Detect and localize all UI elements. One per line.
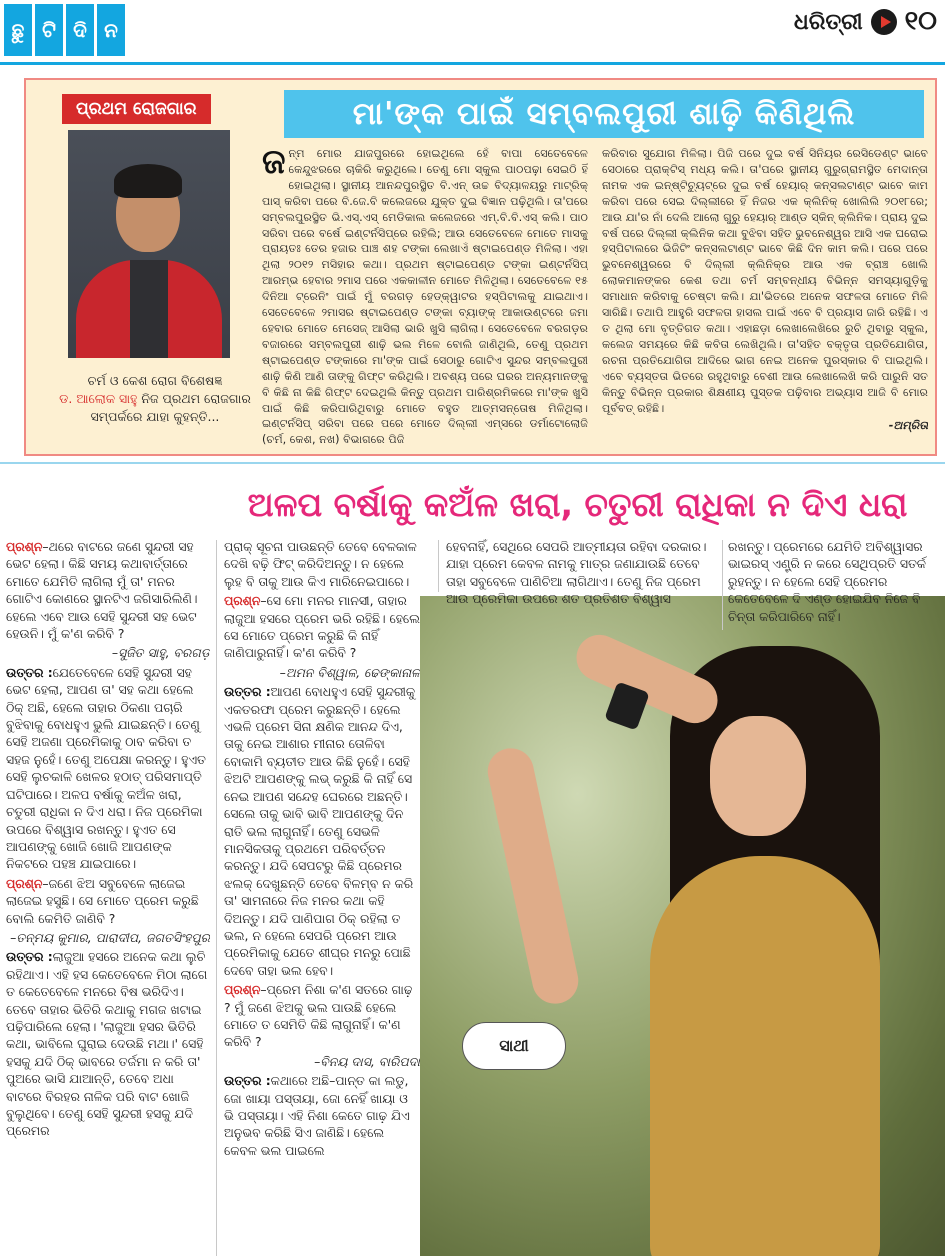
qa-text: –ଜଣେ ଝିଅ ସବୁବେଳେ ଲାଜେଇ ଲାଜେଇ ହସୁଛି। ସେ ମୋତେ ପ୍ରେମ କରୁଛି ବୋଲି କେମିତି ଜାଣିବି ? bbox=[6, 875, 199, 926]
qa-text: ଲାଜୁଆ ହସରେ ଅନେକ କଥା ଲୁଚି ରହିଥାଏ। ଏହି ହସ କେତେବେଳେ ମିଠା ଲାଗେ ତ କେତେବେଳେ ମନରେ ବିଷ ଭରିଦିଏ। ତେବେ ତାହାର ଭିତିରି କଥାକୁ ମଗଜ ଖଟାଇ ପଢ଼ିପାରିଲେ ହେଲା। 'ଲାଜୁଆ ହସର ଭିତିରି କଥା, ଭାବିଲେ ଘୁରାଇ ଦେଉଛି ମଥା।' ସେହି ହସକୁ ଯଦି ଠିକ୍ ଭାବରେ ତର୍ଜମା ନ କରି ତା' ପୁଅରେ ଭାସି ଯାଆନ୍ତି, ତେବେ ଅଧା ବାଟରେ ବିରହର ନାଳିକ ପରି ବାଟ ଖୋଜି ବୁଲୁଥିବେ। ତେଣୁ ସେହି ସୁନ୍ଦରୀ ହସକୁ ଯଦି ପ୍ରେମର bbox=[6, 949, 208, 1139]
photo-arm bbox=[569, 627, 725, 730]
answer-label: ଉତ୍ତର : bbox=[224, 684, 271, 700]
qa-paragraph: ହେବନାହିଁ, ସେଥିରେ ସେପରି ଆତ୍ମୀୟତା ରହିବା ଦରକାର। ଯାହା ପ୍ରେମ କେବଳ ନାମକୁ ମାତ୍ର ଜଣାଯାଉଛି ତେବେ ତାହା ସବୁବେଳେ ପାଣିଚିଆ ଲାଗିଥାଏ। ତେଣୁ ନିଜ ପ୍ରେମ ଆଉ ପ୍ରେମିକା ଉପରେ ଶତ ପ୍ରତିଶତ ବିଶ୍ୱାସ bbox=[446, 539, 707, 607]
qa-text: କଥାରେ ଅଛି–ପାନ୍ତ କା ଲଡୁ, ଜୋ ଖାୟା ପସ୍ତାୟା, ଜୋ ନେହିଁ ଖାୟା ଓ ଭି ପସ୍ତାୟା। ଏହି ନିଶା କେତେ ଗାଢ଼ ଯିଏ ଅନୁଭବ କରିଛି ସିଏ ଜାଣିଛି। ହେଲେ କେବଳ ଭଲ ପାଇଲେ bbox=[224, 1073, 410, 1158]
photo-label: ସାଥୀ bbox=[462, 1022, 566, 1070]
feature-tag: ପ୍ରଥମ ରୋଜଗାର bbox=[62, 94, 211, 124]
doctor-portrait bbox=[68, 130, 230, 358]
question bbox=[6, 875, 210, 927]
feature-column-2 bbox=[602, 146, 928, 454]
section-letter-2: ଟି bbox=[35, 4, 63, 56]
page-number: ୧୦ bbox=[904, 6, 937, 36]
question bbox=[6, 538, 210, 642]
answer bbox=[6, 948, 210, 1139]
masthead bbox=[0, 0, 945, 62]
question-label: ପ୍ରଶ୍ନ bbox=[6, 875, 43, 891]
qa-text: –ଅମନ ବିଶ୍ୱାଳ, ଢେଙ୍କାନାଳ bbox=[279, 664, 420, 680]
photo-forearm bbox=[483, 744, 582, 1008]
portrait-hair bbox=[114, 164, 182, 198]
qa-paragraph: ରଖନ୍ତୁ। ପ୍ରେମରେ ଯେମିତି ଅବିଶ୍ୱାସର ଭାଇରସ୍ ଏଣ୍ଟ୍ରି ନ କରେ ସେଥିପ୍ରତି ସତର୍କ ରୁହନ୍ତୁ। ନ ହେଲେ ସେହି ପ୍ରେମର କେତେବେଳେ ଦି ଏଣ୍ଡ ହୋଇଯିବ ନିଜେ ବି ଚିନ୍ତା କରିପାରିବେ ନାହିଁ। bbox=[728, 539, 926, 624]
reader-signature bbox=[6, 644, 210, 661]
portrait-caption bbox=[42, 372, 268, 426]
answer bbox=[6, 664, 210, 873]
brand-logo: ଧରିତ୍ରୀ bbox=[793, 8, 863, 35]
qa-text: ଆପଣ ବୋଧହୁଏ ସେହି ସୁନ୍ଦରୀକୁ ଏକତରଫା ପ୍ରେମ କରୁଛନ୍ତି। ହେଲେ ଏଭଳି ପ୍ରେମ ସିନା କ୍ଷଣିକ ଆନନ୍ଦ ଦିଏ, ତାକୁ ନେଇ ଆଶାର ମୀନାର ତୋଳିବା ବୋକାମି ବ୍ୟତୀତ ଆଉ କିଛି ନୁହେଁ। ସେହି ଝିଅଟି ଆପଣଙ୍କୁ ଲଭ୍ କରୁଛି କି ନାହିଁ ସେ ନେଇ ଆପଣ ସନ୍ଦେହ ଘେରରେ ଅଛନ୍ତି। ସେଲେ ତାକୁ ଭାବି ଭାବି ଆପଣଙ୍କୁ ଦିନ ରାତି ଭଲ ଲାଗୁନାହିଁ। ତେଣୁ ସେଭଳି ମାନସିକତାକୁ ପ୍ରଥମେ ପରିବର୍ତ୍ତନ କରନ୍ତୁ। ଯଦି ସେପଟରୁ କିଛି ପ୍ରେମର ଝଲକ୍ ଦେଖୁଛନ୍ତି ତେବେ ବିଳମ୍ବ ନ କରି ତା' ସାମନାରେ ନିଜ ମନର କଥା କହି ଦିଅନ୍ତୁ। ଯଦି ପାଣିପାଗ ଠିକ୍ ରହିଲା ତ ଭଲ, ନ ହେଲେ ସେପରି ପ୍ରେମ ଆଉ ପ୍ରେମିକାକୁ ଯେତେ ଶୀଘ୍ର ମନରୁ ପୋଛି ଦେବେ ତାହା ଭଲ ହେବ। bbox=[224, 684, 416, 978]
reader-signature bbox=[6, 929, 210, 946]
question-label: ପ୍ରଶ୍ନ bbox=[224, 982, 261, 998]
photo-dress bbox=[650, 856, 880, 1256]
column-rule-3 bbox=[722, 540, 723, 630]
qa-text: –ପ୍ରେମ ନିଶା କ'ଣ ସତରେ ଗାଢ଼ ? ମୁଁ ଜଣେ ଝିଅକୁ ଭଲ ପାଉଛି ହେଲେ ମୋତେ ତ ସେମିତି କିଛି ଲାଗୁନାହିଁ। କ'ଣ କରିବି ? bbox=[224, 982, 413, 1050]
reader-signature bbox=[224, 1053, 420, 1070]
qa-text: –ସେ ମୋ ମନର ମାନସୀ, ତାହାର ଲାଜୁଆ ହସରେ ପ୍ରେମ ଭରି ରହିଛି। ହେଲେ ସେ ମୋତେ ପ୍ରେମ କରୁଛି କି ନାହିଁ ଜାଣିପାରୁନାହିଁ। କ'ଣ କରିବି ? bbox=[224, 593, 420, 661]
answer bbox=[224, 1072, 420, 1159]
column-rule-2 bbox=[438, 540, 439, 592]
qa-text: ଯେତେବେଳେ ସେହି ସୁନ୍ଦରୀ ସହ ଭେଟ ହେଲା, ଆପଣ ତା' ସହ କଥା ହେଲେ ଠିକ୍ ଅଛି, ହେଲେ ତାହାର ଠିକଣା ପଚାରି ବୁଝିବାକୁ ବୋଧହୁଏ ଭୁଲି ଯାଇଛନ୍ତି। ତେଣୁ ସେହି ଅଜଣା ପ୍ରେମିକାକୁ ଠାବ କରିବା ତ ସହଜ ନୁହେଁ। ତେଣୁ ଅପେକ୍ଷା କରନ୍ତୁ। ହୁଏତ ସେହି ଲୁଚକାଳି ଖେଳର ହଠାତ୍ ପରିସମାପ୍ତି ଘଟିପାରେ। ଅଳପ ବର୍ଷାକୁ କଅଁଳ ଖରା, ଚତୁରୀ ରାଧିକା ନ ଦିଏ ଧରା। ନିଜ ପ୍ରେମିକା ଉପରେ ବିଶ୍ୱାସ ରଖନ୍ତୁ। ହୁଏତ ସେ ଆପଣଙ୍କୁ ଖୋଜି ଖୋଜି ଆପଣଙ୍କ ନିକଟରେ ପହଞ୍ଚ ଯାଇପାରେ। bbox=[6, 664, 206, 872]
brand bbox=[794, 6, 937, 37]
model-photo bbox=[420, 596, 945, 1256]
column-rule-1 bbox=[216, 540, 217, 1256]
caption-rest: ନିଜ ପ୍ରଥମ ରୋଜଗାର ସମ୍ପର୍କରେ ଯାହା କୁହନ୍ତି... bbox=[90, 391, 251, 424]
answer-label: ଉତ୍ତର : bbox=[6, 664, 53, 680]
section-title bbox=[4, 4, 125, 56]
answer-label: ଉତ୍ତର : bbox=[224, 1073, 271, 1089]
caption-name: ଡ. ଆଲୋକ ସାହୁ bbox=[59, 391, 138, 406]
section-letter-1: ଛୁ bbox=[4, 4, 32, 56]
first-earning-feature bbox=[24, 78, 937, 456]
section-letter-4: ନ bbox=[97, 4, 125, 56]
qa-column-4 bbox=[728, 538, 938, 630]
qa-text: –ବିନୟ ଦାସ, ବାରିପଦା bbox=[314, 1053, 420, 1069]
answer bbox=[224, 683, 420, 979]
play-icon bbox=[871, 9, 897, 35]
qa-column-1 bbox=[6, 538, 210, 1256]
question-label: ପ୍ରଶ୍ନ bbox=[6, 539, 43, 554]
question bbox=[224, 592, 420, 662]
feature-headline: ମା'ଙ୍କ ପାଇଁ ସମ୍ବଲପୁରୀ ଶାଢ଼ି କିଣିଥିଲି bbox=[284, 90, 924, 138]
question bbox=[224, 981, 420, 1051]
qa-column-2 bbox=[224, 538, 420, 1256]
qa-text: ପ୍ରାକ୍ ସୂଚନା ପାଉଛନ୍ତି ତେବେ ବେଳକାଳ ଦେଖି ବଢ଼ି ଫିଟ୍ କରିଦିଅନ୍ତୁ। ନ ହେଲେ ଲୁହ ବି ତାକୁ ଆଉ କିଏ ମାରିନେଇପାରେ। bbox=[224, 539, 417, 589]
photo-face bbox=[710, 716, 806, 836]
answer-label: ଉତ୍ତର : bbox=[6, 949, 53, 965]
qa-text: –ଥରେ ବାଟରେ ଜଣେ ସୁନ୍ଦରୀ ସହ ଭେଟ ହେଲା। କିଛି ସମୟ କଥାବାର୍ତ୍ତାରେ ମୋତେ ଯେମିତି ଲାଗିଲା ମୁଁ ତା' ମନର ଗୋଟିଏ କୋଣରେ ସ୍ଥାନଟିଏ ଜଗିସାରିଲିଣି। ହେଲେ ଏବେ ଆଉ ସେହି ସୁନ୍ଦରୀ ସହ ଭେଟ ହେଉନି। ମୁଁ କ'ଣ କରିବି ? bbox=[6, 539, 198, 642]
masthead-rule bbox=[0, 62, 945, 65]
feature-byline: -ଅମ୍ରିତା bbox=[888, 419, 928, 433]
section-letter-3: ଦି bbox=[66, 4, 94, 56]
feature-text-2: କରିବାର ସୁଯୋଗ ମିଳିଲା। ପିଜି ପରେ ଦୁଇ ବର୍ଷ ସିନିୟର ରେସିଡେଣ୍ଟ ଭାବେ ସେଠାରେ ପ୍ରାକ୍ଟିସ୍ ମଧ୍ୟ କଲି। ତା'ପରେ ସ୍ଥାନୀୟ ଗୁରୁଗ୍ରାମସ୍ଥିତ ମେଦାନ୍ତା ନାମକ ଏକ ଇନ୍‌ଷ୍ଟିଚ୍ୟୁଟ୍‌ରେ ଦୁଇ ବର୍ଷ ହେୟାର୍ କନ୍‌ସଲଟାଣ୍ଟ ଭାବେ କାମ କରିବା ପରେ ସେଇ ଦିଲ୍ଲୀରେ ହିଁ ନିଜର ଏକ କ୍ଲିନିକ୍ ଖୋଲିଲି ୨୦୧୮ରେ; ଆଉ ଯା'ର ନାଁ ଦେଲି ଆଲୋ ଗୁରୁ ହେୟାର୍ ଆଣ୍ଡ ସ୍କିନ୍ କ୍ଲିନିକ। ପ୍ରାୟ ଦୁଇ ବର୍ଷ ପରେ ଦିଲ୍ଲୀ କ୍ଲିନିକ କଥା ବୁଝିବା ସହିତ ଭୁବନେଶ୍ୱର ଆସି ଏକ ଘରୋଇ ହସ୍ପିଟାଲରେ ଭିଜିଟିଂ କନ୍‌ସଲଟାଣ୍ଟ ଭାବେ କିଛି ଦିନ କାମ କଲି। ପରେ ପରେ ଭୁବନେଶ୍ୱରରେ ବି ଦିଲ୍ଲୀ କ୍ଲିନିକ୍‌ର ଆଉ ଏକ ବ୍ରାଞ୍ଚ ଖୋଲି ଲୋକମାନଙ୍କର କେଶ ତଥା ଚର୍ମ ସମ୍ବନ୍ଧୀୟ ବିଭିନ୍ନ ସମସ୍ୟାଗୁଡ଼ିକୁ ସମାଧାନ କରିବାକୁ ଚେଷ୍ଟା କଲି। ଯା'ଭିତରେ ଅନେକ ସଫଳତା ମୋତେ ମିଳି ସାରିଛି। ତଥାପି ଆହୁରି ସଫଳତା ହାସଲ ପାଇଁ ଏବେ ବି ପ୍ରୟାସ ଜାରି ରହିଛି। ଏ ତ ଥିଲା ମୋ ବୃତ୍ତିଗତ କଥା। ଏହାଛଡ଼ା ଲେଖାଲେଖିରେ ରୁଚି ଥିବାରୁ ସ୍କୁଲ, କଲେଜ ସମୟରେ କିଛି କବିତା ଲେଖିଥିଲି। ତା'ସହିତ ବକ୍ତୃତା ପ୍ରତିଯୋଗିତା, ରଚନା ପ୍ରତିଯୋଗିତା ଆଦିରେ ଭାଗ ନେଇ ଅନେକ ପୁରସ୍କାର ବି ପାଇଥିଲି। ଏବେ ବ୍ୟସ୍ତତା ଭିତରେ ରହୁଥିବାରୁ ବେଶୀ ଆଉ ଲେଖାଲେଖି କରି ପାରୁନି ସତ କିନ୍ତୁ ବିଭିନ୍ନ ପ୍ରକାର ଶିକ୍ଷଣୀୟ ପୁସ୍ତକ ପଢ଼ିବାର ଅଭ୍ୟାସ ଆଜି ବି ମୋର ପୂର୍ବବତ୍ ରହିଛି। bbox=[602, 147, 928, 415]
feature-text-1: ନ୍ମ ମୋର ଯାଜପୁରରେ ହୋଇଥିଲେ ହେଁ ବାପା ସେତେବେଳେ କେନ୍ଦୁଝରରେ ଚାକିରି କରୁଥିଲେ। ତେଣୁ ମୋ ସ୍କୁଲ ପାଠପଢ଼ା ସେଇଠି ହିଁ ହୋଇଥିଲା। ସ୍ଥାନୀୟ ଆନନ୍ଦପୁରସ୍ଥିତ ବି.ଏନ୍ ଉଚ୍ଚ ବିଦ୍ୟାଳୟରୁ ମାଟ୍ରିକ୍ ପାସ୍ କରିବା ପରେ ବି.ଜେ.ବି କଲେଜରେ ଯୁକ୍ତ ଦୁଇ ବିଜ୍ଞାନ ପଢ଼ିଥିଲି। ତା'ପରେ ସମ୍ବଲପୁରସ୍ଥିତ ଭି.ଏସ୍.ଏସ୍ ମେଡିକାଲ କଲେଜରେ ଏମ୍.ବି.ବି.ଏସ୍ କଲି। ପାଠ ସରିବା ପରେ ବର୍ଷେ ଇଣ୍ଟର୍ନସିପ୍‌ରେ ରହିଲି; ଆଉ ସେତେବେଳେ ମୋତେ ମାସକୁ ପ୍ରାୟତଃ ତେର ହଜାର ପାଞ୍ଚ ଶହ ଟଙ୍କା ଲେଖାଏଁ ଷ୍ଟାଇପେଣ୍ଡ ମିଳିଲା। ଏହା ଥିଲା ୨୦୧୨ ମସିହାର କଥା। ପ୍ରଥମ ଷ୍ଟାଇପେଣ୍ଡ ଟଙ୍କା ଇଣ୍ଟର୍ନସିପ୍ ଆରମ୍ଭ ହେବାର ୨ମାସ ପରେ ଏକକାଳୀନ ମୋତେ ମିଳିଥିଲା। ସେତେବେଳେ ୧୫ ଦିନିଆ ଟ୍ରେନିଂ ପାଇଁ ମୁଁ ବରଗଡ଼ ହେଡ୍‌କ୍ୱାଟର ହସ୍ପିଟାଲକୁ ଯାଇଥାଏ। ସେତେବେଳେ ୨ମାସର ଷ୍ଟାଇପେଣ୍ଡ ଟଙ୍କା ବ୍ୟାଙ୍କ୍ ଆକାଉଣ୍ଟରେ ଜମା ହେବାର ମୋତେ ମେସେଜ୍ ଆସିଲା ଭାରି ଖୁସି ଲାଗିଲା। ସେତେବେଳେ ବରଗଡ଼ର ବଜାରରେ ସମ୍ବଲପୁରୀ ଶାଢ଼ି ଭଲ ମିଳେ ବୋଲି ଜାଣିଥିଲି, ତେଣୁ ପ୍ରଥମ ଷ୍ଟାଇପେଣ୍ଡ ଟଙ୍କାରେ ମା'ଙ୍କ ପାଇଁ ସେଠାରୁ ଗୋଟିଏ ସୁନ୍ଦର ସମ୍ବଲପୁରୀ ଶାଢ଼ି କିଣି ଆଣି ତାଙ୍କୁ ଗିଫ୍ଟ କରିଥିଲି। ଅବଶ୍ୟ ପରେ ଘରର ଅନ୍ୟମାନଙ୍କୁ ବି କିଛି ନା କିଛି ଗିଫ୍ଟ ଦେଇଥିଲି କିନ୍ତୁ ପ୍ରଥମ ପାରିଶ୍ରମିକରେ ମା'ଙ୍କ ଖୁସି ପାଇଁ କିଛି କରିପାରିଥିବାରୁ ମୋତେ ବହୁତ ଆତ୍ମସନ୍ତୋଷ ମିଳିଥିଲା। ଇଣ୍ଟର୍ନସିପ୍ ସରିବା ପରେ ପରେ ମୋତେ ଦିଲ୍ଲୀ ଏମ୍ସରେ ଡର୍ମାଟୋଲୋଜି (ଚର୍ମ, କେଶ, ନଖ) ବିଭାଗରେ ପିଜି bbox=[262, 147, 588, 447]
question-label: ପ୍ରଶ୍ନ bbox=[224, 593, 261, 609]
caption-role: ଚର୍ମ ଓ କେଶ ରୋଗ ବିଶେଷଜ୍ଞ bbox=[87, 373, 223, 388]
portrait-shirt bbox=[130, 260, 168, 358]
qa-column-3 bbox=[446, 538, 718, 630]
reader-signature bbox=[224, 664, 420, 681]
feature-column-1 bbox=[262, 146, 588, 454]
section-divider bbox=[0, 462, 945, 464]
qa-paragraph bbox=[224, 538, 420, 590]
feature-columns bbox=[262, 146, 928, 454]
qa-text: –ସୁଜିତ ସାହୁ, ବରଗଡ଼ bbox=[111, 645, 210, 661]
dropcap: ଜ bbox=[262, 146, 286, 182]
qa-text: –ତନ୍ମୟ କୁମାର, ପାରାଦୀପ, ଜଗତସିଂହପୁର bbox=[10, 929, 210, 945]
story-headline: ଅଳପ ବର୍ଷାକୁ କଅଁଳ ଖରା, ଚତୁରୀ ରାଧିକା ନ ଦିଏ ଧରା bbox=[247, 485, 908, 524]
